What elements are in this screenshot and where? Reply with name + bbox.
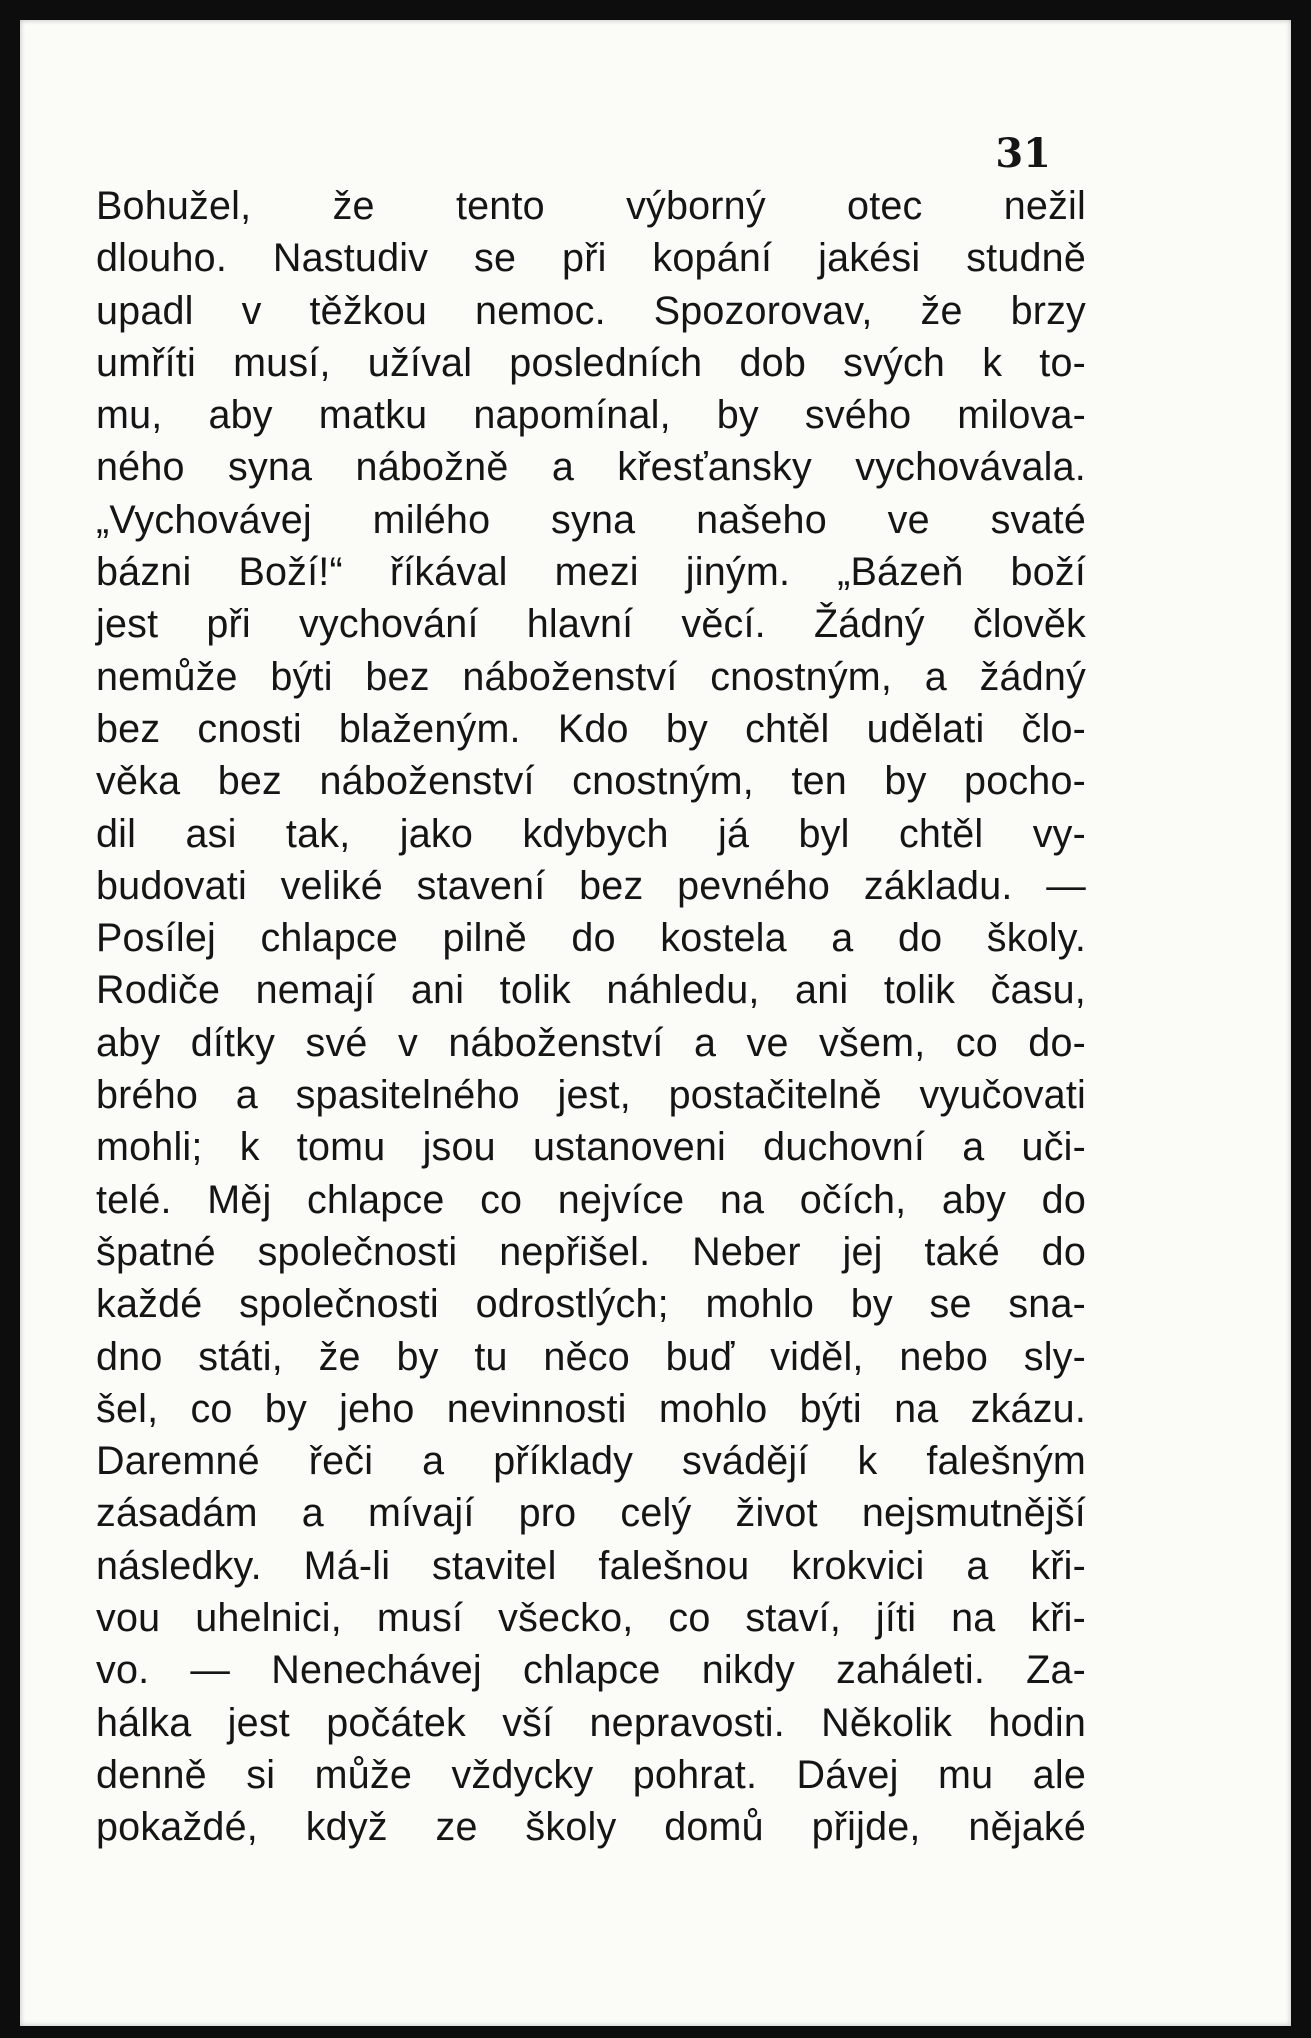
text-line: šel, co by jeho nevinnosti mohlo býti na zkázu.: [96, 1386, 1086, 1431]
text-line: Daremné řeči a příklady svádějí k falešným: [96, 1439, 1086, 1484]
text-line: každé společnosti odrostlých; mohlo by se sna-: [96, 1282, 1086, 1327]
page-number: 31: [995, 130, 1051, 177]
book-page: [20, 20, 1291, 2026]
text-line: aby dítky své v náboženství a ve všem, co do-: [96, 1020, 1086, 1065]
text-line: dlouho. Nastudiv se při kopání jakési studně: [96, 236, 1086, 281]
text-line: pokaždé, když ze školy domů přijde, nějaké: [96, 1805, 1086, 1850]
text-line: bázni Boží!“ říkával mezi jiným. „Bázeň boží: [96, 550, 1086, 595]
text-line: mohli; k tomu jsou ustanoveni duchovní a uči-: [96, 1125, 1086, 1170]
text-line: jest při vychování hlavní věcí. Žádný člověk: [96, 602, 1086, 647]
text-line: zásadám a mívají pro celý život nejsmutnější: [96, 1491, 1086, 1536]
text-line: dno státi, že by tu něco buď viděl, nebo sly-: [96, 1334, 1086, 1379]
text-line: „Vychovávej milého syna našeho ve svaté: [96, 497, 1086, 542]
body-text: [96, 180, 1086, 1854]
text-line: hálka jest počátek vší nepravosti. Několik hodin: [96, 1700, 1086, 1745]
text-line: Posílej chlapce pilně do kostela a do školy.: [96, 916, 1086, 961]
text-line: vo. — Nenechávej chlapce nikdy zaháleti. Za-: [96, 1648, 1086, 1693]
text-line: následky. Má-li stavitel falešnou krokvici a kři-: [96, 1543, 1086, 1588]
text-line: vou uhelnici, musí všecko, co staví, jíti na kři-: [96, 1596, 1086, 1641]
text-line: telé. Měj chlapce co nejvíce na očích, aby do: [96, 1177, 1086, 1222]
text-line: upadl v těžkou nemoc. Spozorovav, že brzy: [96, 288, 1086, 333]
text-line: dil asi tak, jako kdybych já byl chtěl vy-: [96, 811, 1086, 856]
text-line: špatné společnosti nepřišel. Neber jej také do: [96, 1229, 1086, 1274]
text-line: budovati veliké stavení bez pevného základu. —: [96, 863, 1086, 908]
text-line: brého a spasitelného jest, postačitelně vyučovati: [96, 1073, 1086, 1118]
text-line: mu, aby matku napomínal, by svého milova-: [96, 393, 1086, 438]
text-line: bez cnosti blaženým. Kdo by chtěl udělati člo-: [96, 706, 1086, 751]
text-line: umříti musí, užíval posledních dob svých k to-: [96, 340, 1086, 385]
text-line: Bohužel, že tento výborný otec nežil: [96, 184, 1086, 228]
text-line: ného syna nábožně a křesťansky vychovávala.: [96, 445, 1086, 490]
text-line: denně si může vždycky pohrat. Dávej mu ale: [96, 1752, 1086, 1797]
text-line: Rodiče nemají ani tolik náhledu, ani tolik času,: [96, 968, 1086, 1013]
text-line: nemůže býti bez náboženství cnostným, a žádný: [96, 654, 1086, 699]
text-line: věka bez náboženství cnostným, ten by pocho-: [96, 759, 1086, 804]
